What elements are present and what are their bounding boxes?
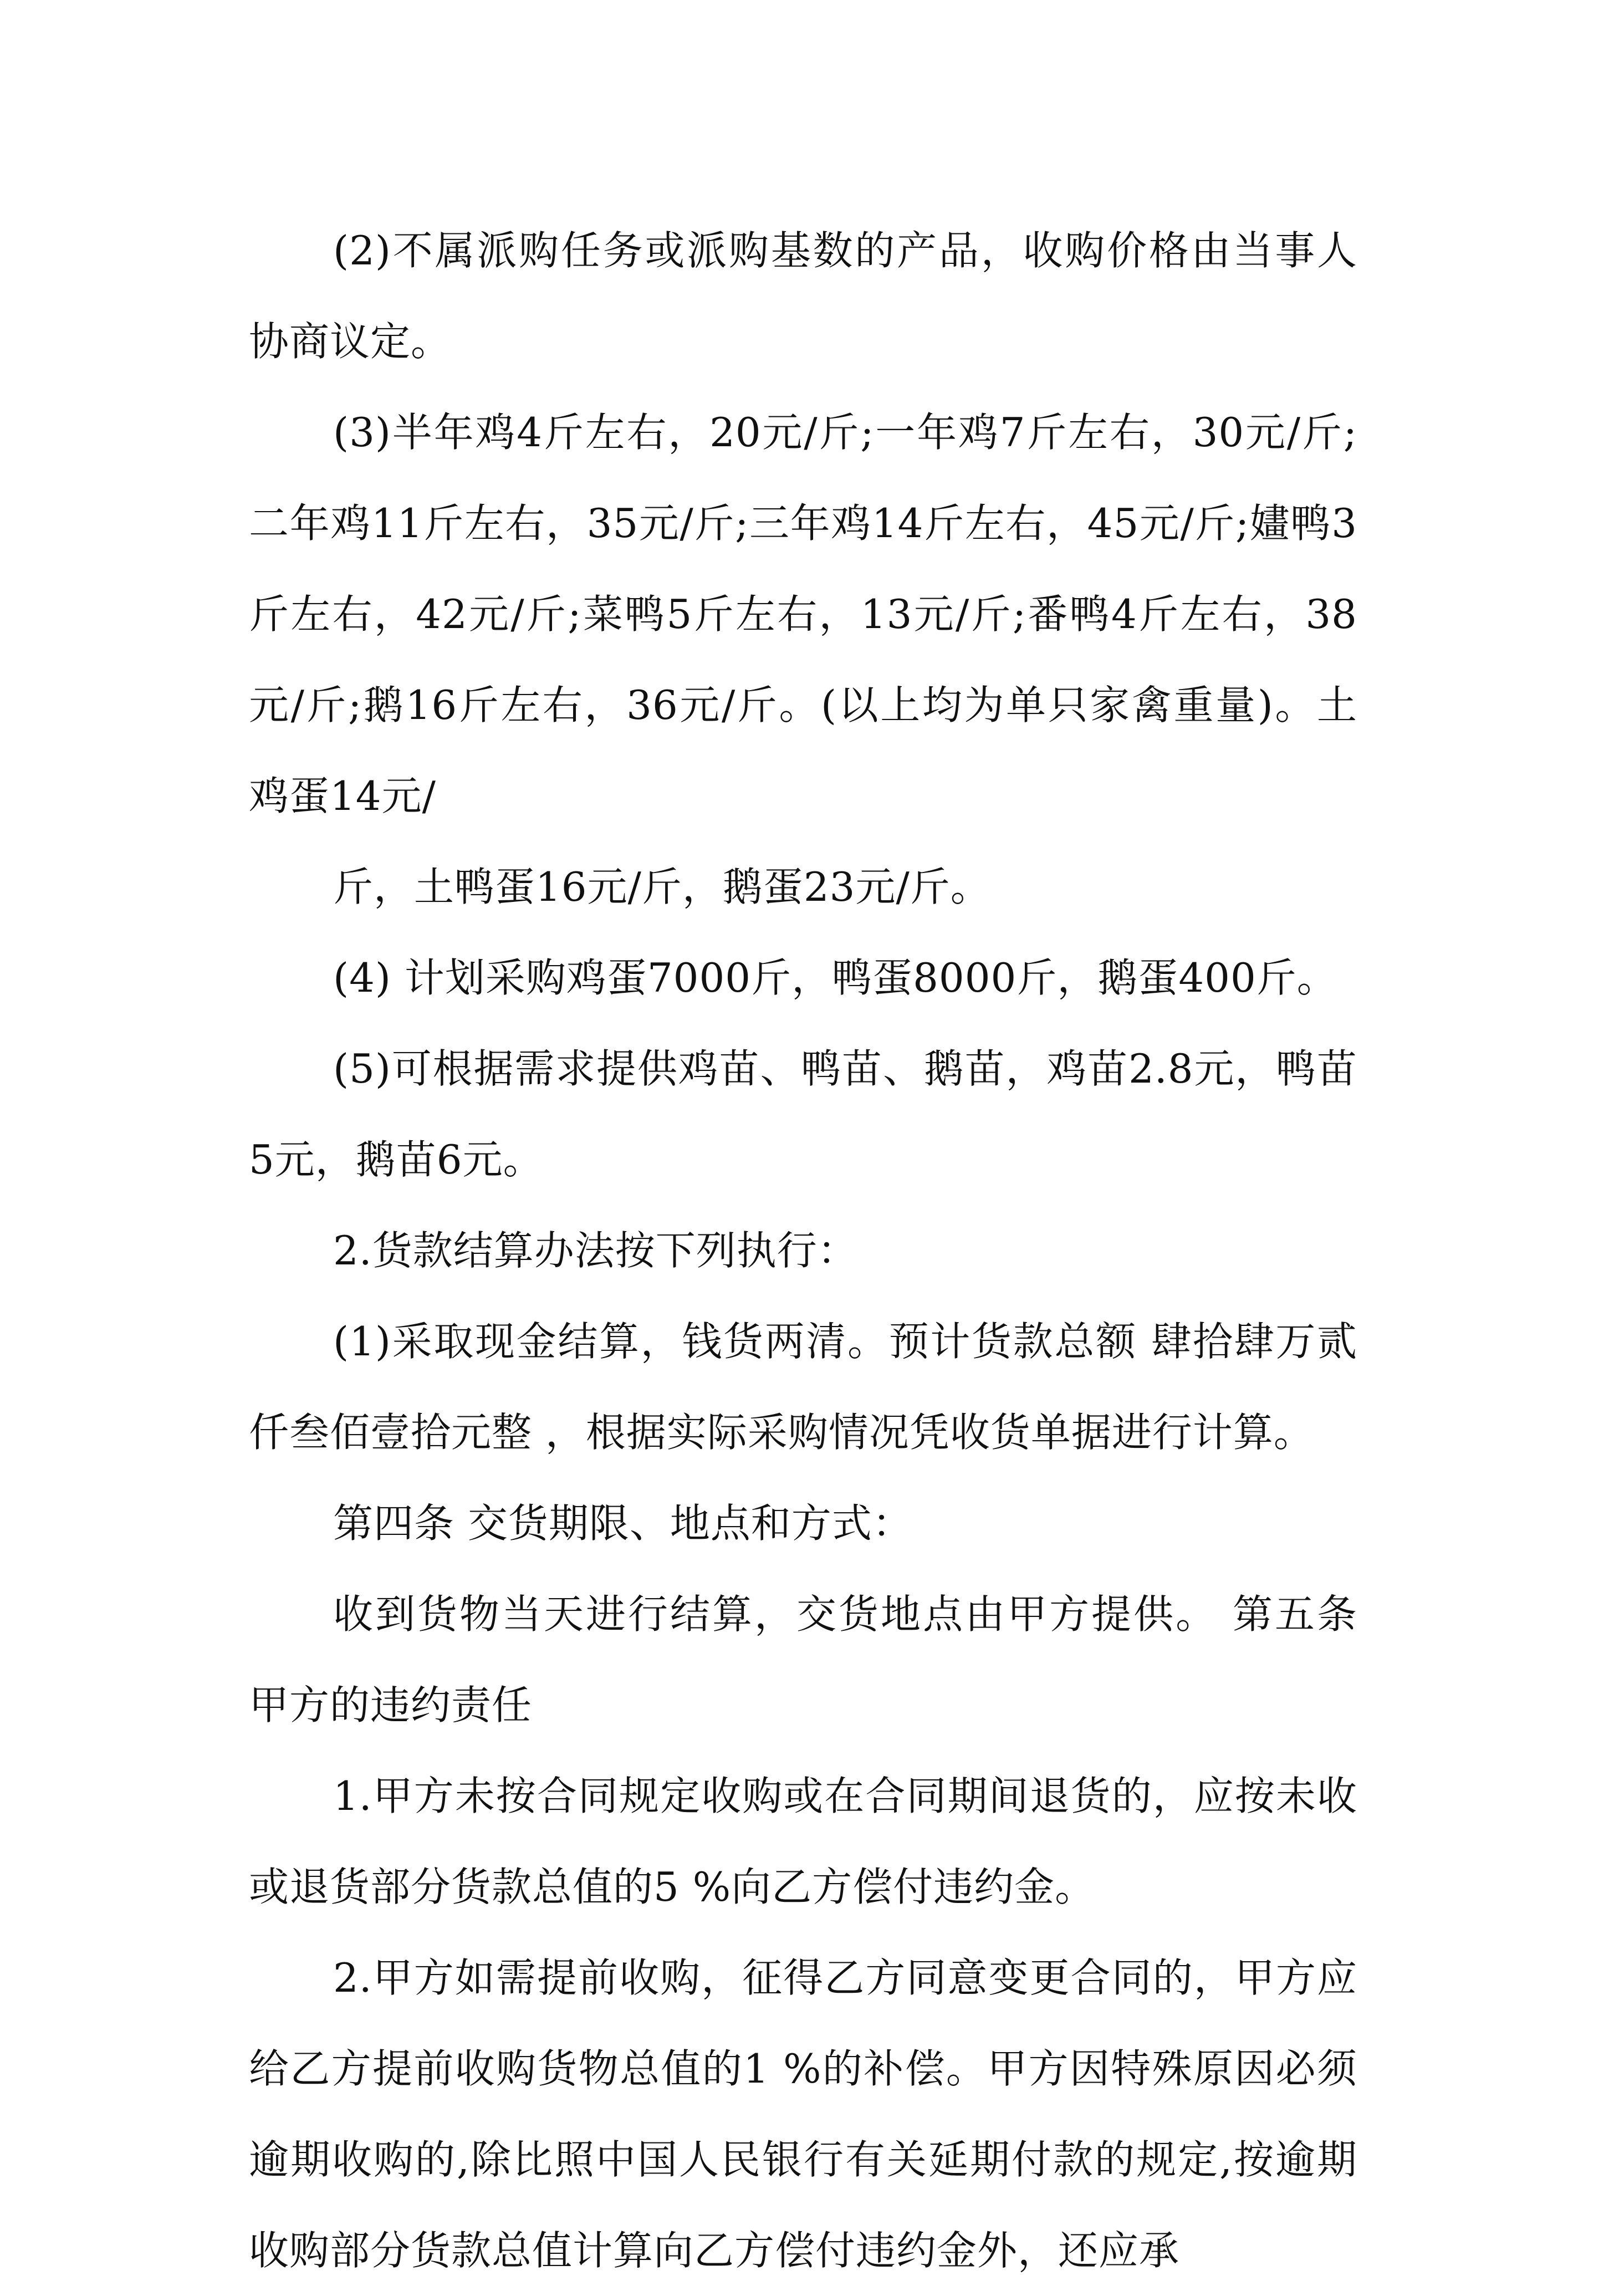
paragraph-price-negotiation: (2)不属派购任务或派购基数的产品，收购价格由当事人协商议定。: [249, 227, 1357, 365]
paragraph-chick-prices: (5)可根据需求提供鸡苗、鸭苗、鹅苗，鸡苗2.8元，鸭苗5元，鹅苗6元。: [249, 1045, 1357, 1183]
paragraph-egg-prices: 斤，土鸭蛋16元/斤，鹅蛋23元/斤。: [333, 864, 991, 910]
paragraph-delivery-terms: 收到货物当天进行结算，交货地点由甲方提供。 第五条 甲方的违约责任: [249, 1591, 1357, 1728]
paragraph-breach-one: 1.甲方未按合同规定收购或在合同期间退货的，应按未收或退货部分货款总值的5 %向乙方偿付违约金。: [249, 1773, 1357, 1910]
paragraph-purchase-plan: (4) 计划采购鸡蛋7000斤，鸭蛋8000斤，鹅蛋400斤。: [333, 955, 1337, 1001]
paragraph-cash-settlement: (1)采取现金结算，钱货两清。预计货款总额 肆拾肆万贰仟叁佰壹拾元整 ，根据实际采购情况凭收货单据进行计算。: [249, 1318, 1357, 1456]
paragraph-breach-two: 2.甲方如需提前收购，征得乙方同意变更合同的，甲方应给乙方提前收购货物总值的1 %的补偿。甲方因特殊原因必须逾期收购的,除比照中国人民银行有关延期付款的规定,按逾期收购部分货款总值计算向乙方偿付违约金外，还应承: [249, 1955, 1357, 2274]
document-body: [249, 205, 1357, 2296]
paragraph-article-four: 第四条 交货期限、地点和方式：: [333, 1500, 913, 1547]
paragraph-poultry-prices: (3)半年鸡4斤左右，20元/斤;一年鸡7斤左右，30元/斤;二年鸡11斤左右，35元/斤;三年鸡14斤左右，45元/斤;嫿鸭3斤左右，42元/斤;菜鸭5斤左右，13元/斤;番鸭4斤左右，38元/斤;鹅16斤左右，36元/斤。(以上均为单只家禽重量)。土鸡蛋14元/: [249, 409, 1357, 819]
paragraph-settlement-heading: 2.货款结算办法按下列执行：: [333, 1227, 858, 1274]
